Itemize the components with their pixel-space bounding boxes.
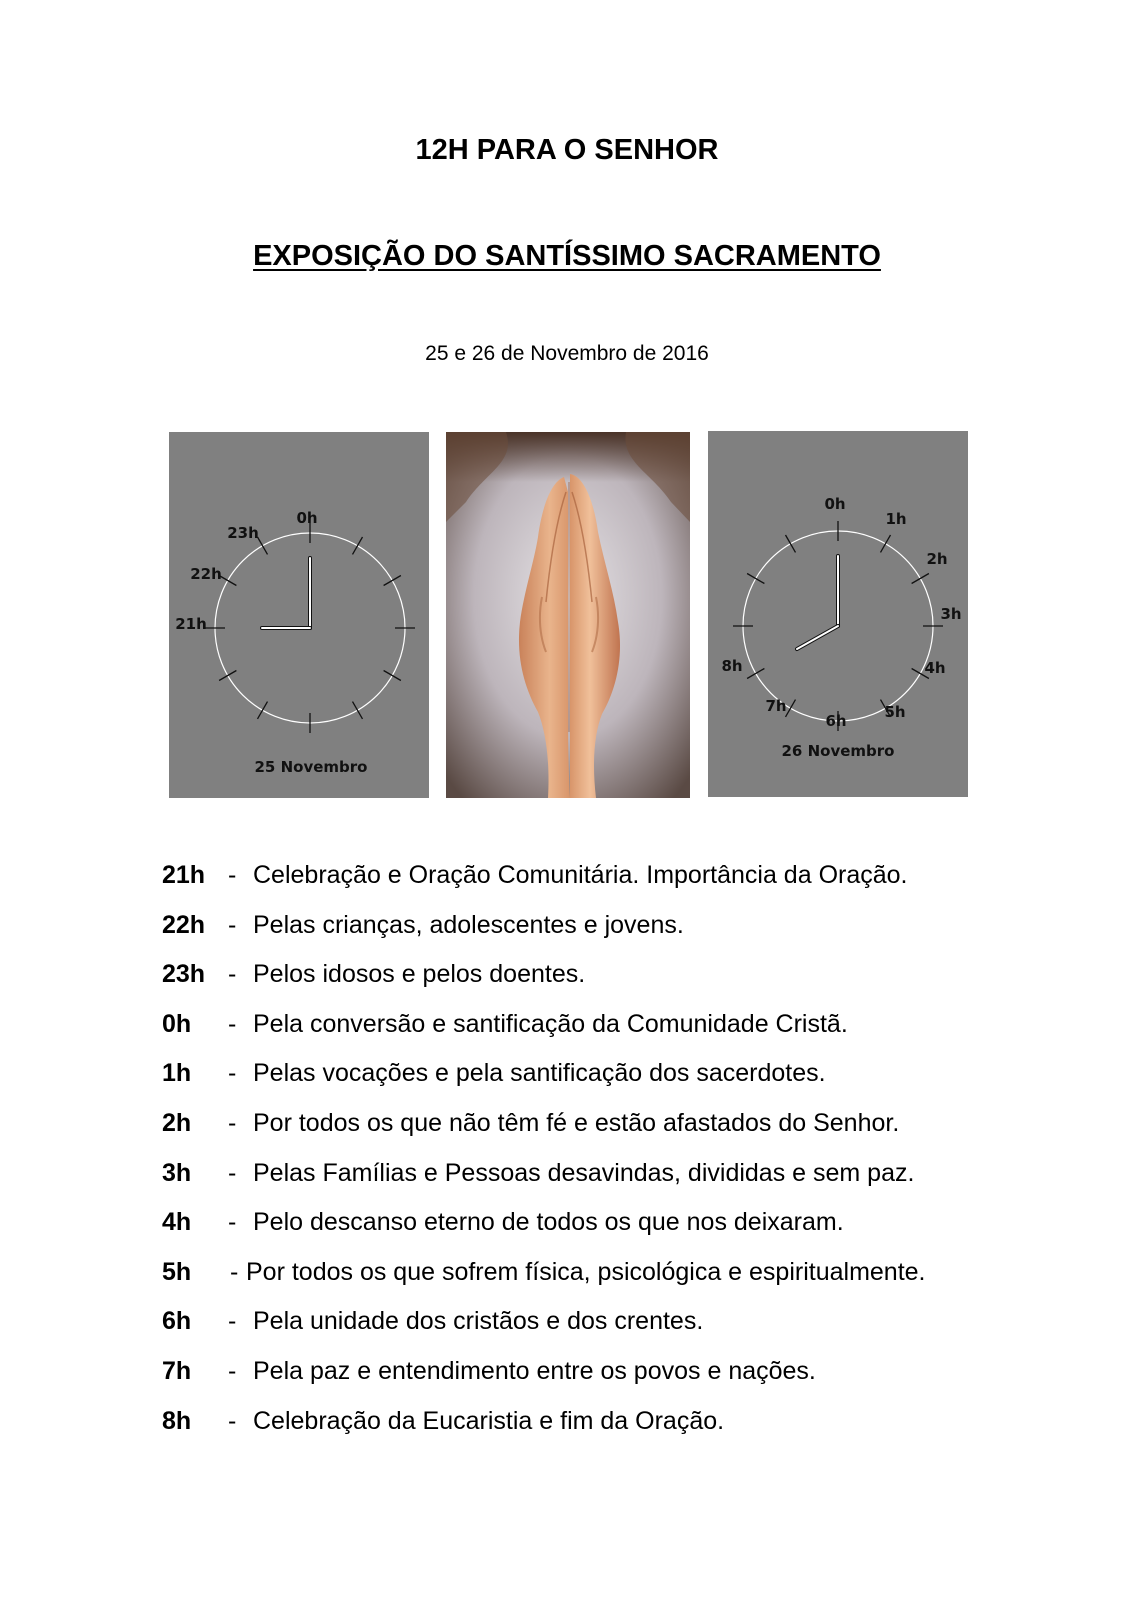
- clock-left-label-23h: 23h: [227, 524, 259, 542]
- clock-right-label-3h: 3h: [940, 605, 962, 623]
- schedule-hour: 4h: [162, 1208, 192, 1237]
- schedule-dash: -: [228, 861, 237, 889]
- schedule-row: [162, 1056, 1102, 1106]
- schedule-dash: -: [228, 910, 237, 939]
- clock-right-label-5h: 5h: [884, 703, 906, 721]
- schedule-dash: -: [228, 1158, 237, 1187]
- schedule-intention: Celebração da Eucaristia e fim da Oração.: [253, 1406, 725, 1435]
- schedule-hour: 0h: [162, 1009, 192, 1038]
- subtitle-text: EXPOSIÇÃO DO SANTÍSSIMO SACRAMENTO: [253, 240, 881, 272]
- praying-hands-icon: [446, 432, 690, 798]
- schedule-row: [162, 1304, 1102, 1354]
- schedule-hour: 7h: [162, 1356, 192, 1385]
- schedule-dash: -: [228, 1307, 237, 1336]
- clock-panel-25-november: [169, 432, 429, 798]
- clock-left-label-0h: 0h: [296, 509, 318, 527]
- clock-left-icon: [169, 432, 429, 798]
- schedule-intention: Pelas vocações e pela santificação dos sacerdotes.: [253, 1059, 826, 1088]
- clock-panel-26-november: [708, 431, 968, 797]
- clock-right-icon: [708, 431, 968, 797]
- schedule-intention: Pela unidade dos cristãos e dos crentes.: [253, 1307, 704, 1336]
- schedule-dash: -: [228, 1059, 237, 1088]
- schedule-row: [162, 1404, 1102, 1454]
- schedule-row: [162, 1156, 1102, 1206]
- schedule-intention: Celebração e Oração Comunitária. Importância da Oração.: [253, 861, 908, 889]
- schedule-dash: -: [228, 1356, 237, 1385]
- schedule-hour: 2h: [162, 1108, 192, 1137]
- schedule-row: [162, 858, 1102, 908]
- schedule-row: [162, 1106, 1102, 1156]
- praying-hands-photo: [446, 432, 690, 798]
- page-title: 12H PARA O SENHOR: [415, 134, 719, 166]
- schedule-intention: Pelo descanso eterno de todos os que nos deixaram.: [253, 1208, 844, 1237]
- schedule-intention: Pelos idosos e pelos doentes.: [253, 960, 586, 989]
- schedule-hour: 6h: [162, 1307, 192, 1336]
- clock-left-label-21h: 21h: [175, 615, 207, 633]
- schedule-hour: 8h: [162, 1406, 192, 1435]
- schedule-row: [162, 1354, 1102, 1404]
- schedule-hour: 23h: [162, 960, 206, 989]
- prayer-schedule: [162, 858, 1102, 1453]
- schedule-hour: 5h: [162, 1257, 192, 1286]
- clock-right-label-8h: 8h: [721, 657, 743, 675]
- clock-right-label-6h: 6h: [825, 712, 847, 730]
- schedule-dash: -: [228, 1108, 237, 1137]
- schedule-dash: -: [228, 1009, 237, 1038]
- schedule-row: [162, 908, 1102, 958]
- clock-right-label-4h: 4h: [924, 659, 946, 677]
- clock-right-label-7h: 7h: [765, 697, 787, 715]
- clock-left-caption: 25 Novembro: [254, 758, 368, 776]
- schedule-hour: 21h: [162, 861, 206, 889]
- schedule-dash: -: [228, 960, 237, 989]
- schedule-dash: -: [230, 1257, 239, 1286]
- schedule-row: [162, 1007, 1102, 1057]
- clock-right-label-1h: 1h: [885, 510, 907, 528]
- schedule-intention: Pela conversão e santificação da Comunidade Cristã.: [253, 1009, 848, 1038]
- page-subtitle: [0, 240, 1134, 273]
- schedule-intention: Pelas Famílias e Pessoas desavindas, divididas e sem paz.: [253, 1158, 915, 1187]
- schedule-intention: Pela paz e entendimento entre os povos e nações.: [253, 1356, 816, 1385]
- schedule-row: [162, 1205, 1102, 1255]
- clock-left-label-22h: 22h: [190, 565, 222, 583]
- schedule-row: [162, 957, 1102, 1007]
- schedule-hour: 22h: [162, 910, 206, 939]
- clock-right-caption: 26 Novembro: [781, 742, 895, 760]
- schedule-intention: Por todos os que não têm fé e estão afastados do Senhor.: [253, 1108, 900, 1137]
- schedule-hour: 1h: [162, 1059, 192, 1088]
- event-date: 25 e 26 de Novembro de 2016: [425, 342, 709, 365]
- schedule-dash: -: [228, 1406, 237, 1435]
- schedule-intention: Por todos os que sofrem física, psicológica e espiritualmente.: [246, 1257, 926, 1286]
- clock-left-background: [169, 432, 429, 798]
- schedule-intention: Pelas crianças, adolescentes e jovens.: [253, 910, 684, 939]
- clock-right-label-2h: 2h: [926, 550, 948, 568]
- schedule-dash: -: [228, 1208, 237, 1237]
- clock-right-label-0h: 0h: [824, 495, 846, 513]
- schedule-hour: 3h: [162, 1158, 192, 1187]
- schedule-row: [162, 1255, 1102, 1305]
